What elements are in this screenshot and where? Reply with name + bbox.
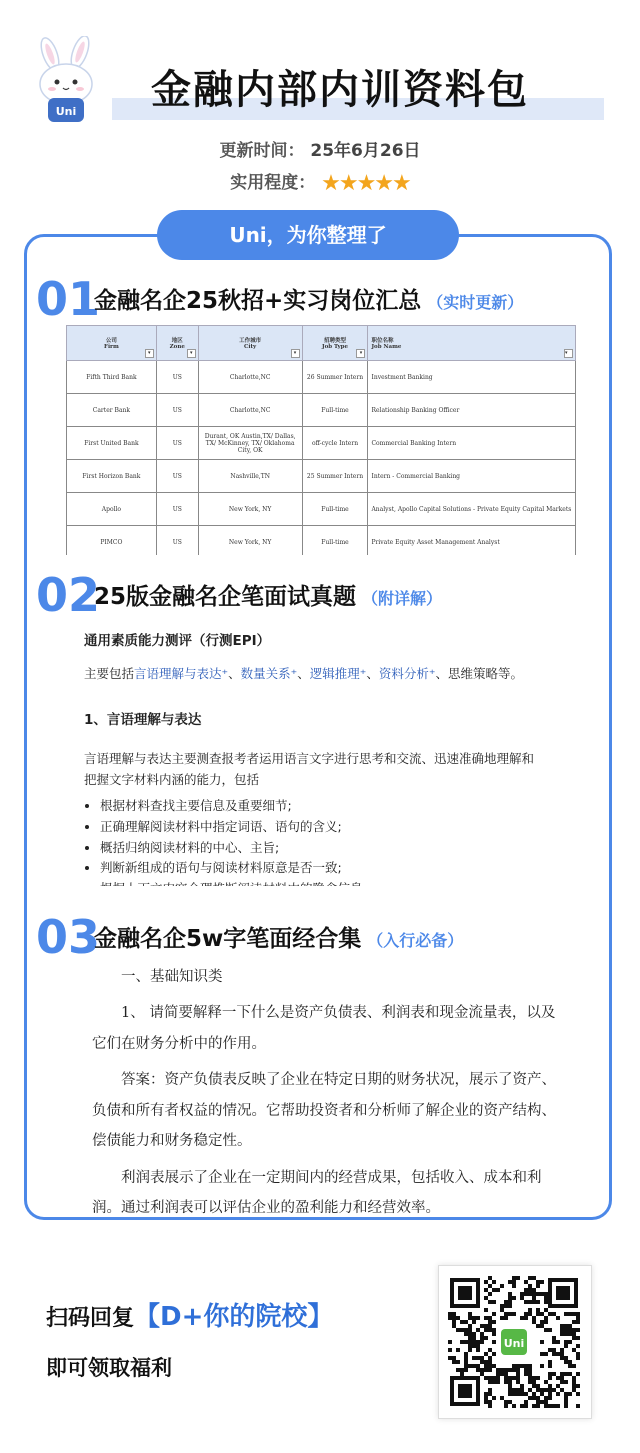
section-number: 01 <box>36 272 101 326</box>
section-number: 02 <box>36 568 101 622</box>
cell-job-type: Full-time <box>302 394 368 427</box>
header <box>0 0 640 230</box>
reply-keyword: 【D+你的院校】 <box>134 1302 334 1332</box>
interview-paragraph: 答案：资产负债表反映了企业在特定日期的财务状况，展示了资产、负债和所有者权益的情况。它帮助投资者和分析师了解企业的资产结构、偿债能力和财务稳定性。 <box>92 1072 556 1150</box>
doc-cutoff-mask <box>60 886 590 910</box>
list-item: • 概括归纳阅读材料的中心、主旨; <box>100 838 544 859</box>
qr-code-icon[interactable] <box>448 1276 580 1408</box>
col-header-zone[interactable]: 地区 Zone ▾ <box>156 326 198 361</box>
rating-stars-icon: ★★★★★ <box>321 171 410 196</box>
filter-dropdown-icon[interactable]: ▾ <box>187 349 196 358</box>
interview-paragraph: 利润表展示了企业在一定期间内的经营成果，包括收入、成本和利润。通过利润表可以评估企业的盈利能力和经营效率。 <box>92 1169 542 1217</box>
section-02-header <box>36 568 616 622</box>
cell-firm: PIMCO <box>67 526 157 556</box>
col-header-city[interactable]: 工作城市 City ▾ <box>198 326 302 361</box>
filter-dropdown-icon[interactable]: ▾ <box>564 349 573 358</box>
cell-city: Nashville,TN <box>198 460 302 493</box>
exam-document <box>84 630 544 900</box>
cell-firm: Fifth Third Bank <box>67 361 157 394</box>
section-note: （附详解） <box>362 589 443 608</box>
table-header-row <box>67 326 576 361</box>
section-title: 金融名企5w字笔面经合集 <box>94 926 362 952</box>
cell-job-name: Investment Banking <box>368 361 576 394</box>
update-time-label: 更新时间： <box>219 141 305 161</box>
cell-firm: First United Bank <box>67 427 157 460</box>
cell-city: Charlotte,NC <box>198 394 302 427</box>
exam-bullet-list <box>84 796 544 899</box>
exam-intro: 主要包括言语理解与表达⁺、数量关系⁺、逻辑推理⁺、资料分析⁺、思维策略等。 <box>84 666 524 682</box>
interview-paragraph: 一、基础知识类 <box>121 969 223 985</box>
filter-dropdown-icon[interactable]: ▾ <box>145 349 154 358</box>
update-time-value: 25年6月26日 <box>310 141 421 161</box>
footer-benefit: 即可领取福利 <box>46 1356 172 1380</box>
table-row <box>67 394 576 427</box>
table-row <box>67 427 576 460</box>
cell-job-type: 26 Summer Intern <box>302 361 368 394</box>
cell-job-type: Full-time <box>302 526 368 556</box>
cell-job-name: Intern - Commercial Banking <box>368 460 576 493</box>
col-header-job-type[interactable]: 招聘类型 Job Type ▾ <box>302 326 368 361</box>
cell-zone: US <box>156 493 198 526</box>
topic-link[interactable]: 资料分析⁺ <box>378 666 436 682</box>
section-03-header <box>36 910 616 964</box>
cell-firm: Carter Bank <box>67 394 157 427</box>
rating-label: 实用程度： <box>230 173 316 193</box>
cell-job-type: Full-time <box>302 493 368 526</box>
cell-firm: Apollo <box>67 493 157 526</box>
cell-job-type: off-cycle Intern <box>302 427 368 460</box>
interview-paragraph: 1、 请简要解释一下什么是资产负债表、利润表和现金流量表，以及它们在财务分析中的作用。 <box>92 1005 556 1052</box>
cell-city: Charlotte,NC <box>198 361 302 394</box>
cell-zone: US <box>156 427 198 460</box>
list-item: • 根据材料查找主要信息及重要细节; <box>100 796 544 817</box>
cell-job-type: 25 Summer Intern <box>302 460 368 493</box>
cell-job-name: Analyst, Apollo Capital Solutions - Private Equity Capital Markets <box>368 493 576 526</box>
banner-pill: Uni，为你整理了 <box>157 210 459 260</box>
cell-job-name: Private Equity Asset Management Analyst <box>368 526 576 556</box>
exam-heading: 通用素质能力测评（行测EPI） <box>84 633 271 649</box>
bunny-mascot-icon <box>28 36 106 126</box>
exam-sub-heading: 1、言语理解与表达 <box>84 711 202 728</box>
section-number: 03 <box>36 910 101 964</box>
topic-link[interactable]: 数量关系⁺ <box>240 666 298 682</box>
section-title: 金融名企25秋招+实习岗位汇总 <box>94 288 422 314</box>
filter-dropdown-icon[interactable]: ▾ <box>356 349 365 358</box>
list-item: • 正确理解阅读材料中指定词语、语句的含义; <box>100 817 544 838</box>
interview-document <box>92 962 560 1230</box>
topic-link[interactable]: 言语理解与表达⁺ <box>134 666 229 682</box>
cell-firm: First Horizon Bank <box>67 460 157 493</box>
col-header-firm[interactable]: 公司 Firm ▾ <box>67 326 157 361</box>
cell-city: New York, NY <box>198 526 302 556</box>
section-note: （入行必备） <box>367 931 464 950</box>
list-item: • 判断新组成的语句与阅读材料原意是否一致; <box>100 858 544 879</box>
table-row <box>67 526 576 556</box>
cell-zone: US <box>156 460 198 493</box>
page-title: 金融内部内训资料包 <box>151 67 529 113</box>
filter-dropdown-icon[interactable]: ▾ <box>291 349 300 358</box>
cell-city: New York, NY <box>198 493 302 526</box>
cell-zone: US <box>156 361 198 394</box>
mascot-badge: Uni <box>55 105 77 118</box>
cell-job-name: Commercial Banking Intern <box>368 427 576 460</box>
cell-job-name: Relationship Banking Officer <box>368 394 576 427</box>
col-header-job-name[interactable]: 职位名称 Job Name ▾ <box>368 326 576 361</box>
footer-instruction: 扫码回复【D+你的院校】 <box>46 1302 334 1332</box>
table-row <box>67 361 576 394</box>
jobs-table <box>66 325 576 555</box>
exam-paragraph: 言语理解与表达主要测查报考者运用语言文字进行思考和交流、迅速准确地理解和把握文字材料内涵的能力，包括 <box>84 751 535 787</box>
section-01-header <box>36 272 616 326</box>
cell-city: Durant, OK Austin,TX/ Dallas, TX/ McKinney, TX/ Oklahoma City, OK <box>198 427 302 460</box>
cell-zone: US <box>156 394 198 427</box>
section-title: 25版金融名企笔面试真题 <box>94 584 357 610</box>
topic-link[interactable]: 逻辑推理⁺ <box>309 666 367 682</box>
table-row <box>67 493 576 526</box>
qr-badge: Uni <box>503 1337 525 1350</box>
cell-zone: US <box>156 526 198 556</box>
section-note: （实时更新） <box>427 293 524 312</box>
rating <box>0 168 640 196</box>
table-row <box>67 460 576 493</box>
update-time <box>0 136 640 161</box>
